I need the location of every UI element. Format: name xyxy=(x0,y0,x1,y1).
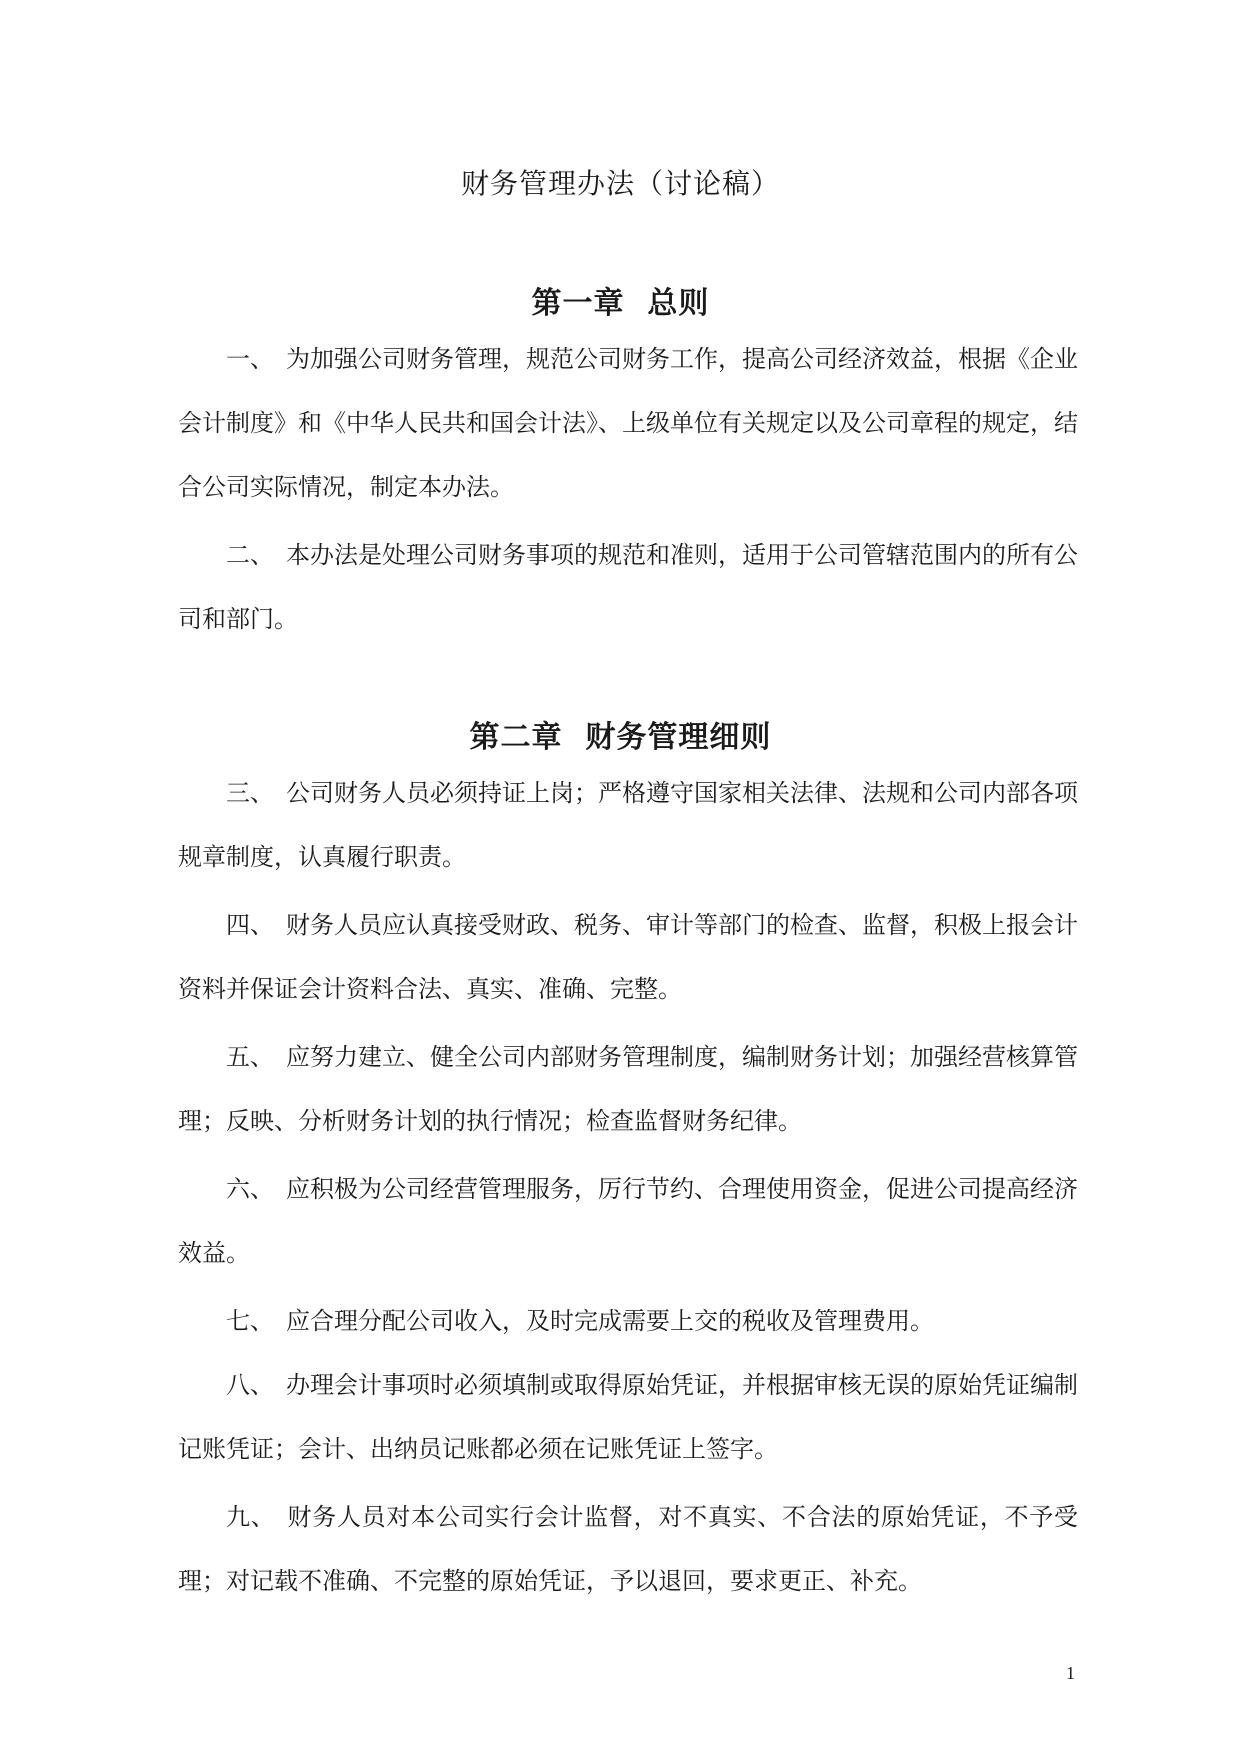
article-number: 六、 xyxy=(226,1175,274,1203)
article-6 xyxy=(178,1157,1078,1285)
page-number: 1 xyxy=(1066,1663,1075,1683)
article-8 xyxy=(178,1353,1078,1481)
article-text: 财务人员对本公司实行会计监督，对不真实、不合法的原始凭证，不予受理；对记载不准确、不完整的原始凭证，予以退回，要求更正、补充。 xyxy=(178,1503,1079,1595)
article-number: 九、 xyxy=(226,1503,276,1531)
article-1 xyxy=(178,327,1078,519)
article-text: 公司财务人员必须持证上岗；严格遵守国家相关法律、法规和公司内部各项规章制度，认真履行职责。 xyxy=(178,779,1078,871)
article-text: 应努力建立、健全公司内部财务管理制度，编制财务计划；加强经营核算管理；反映、分析财务计划的执行情况；检查监督财务纪律。 xyxy=(178,1043,1078,1135)
document-title: 财务管理办法（讨论稿） xyxy=(460,167,780,200)
article-number: 一、 xyxy=(226,345,274,373)
article-text: 应合理分配公司收入，及时完成需要上交的税收及管理费用。 xyxy=(286,1307,934,1335)
article-text: 财务人员应认真接受财政、税务、审计等部门的检查、监督，积极上报会计资料并保证会计资料合法、真实、准确、完整。 xyxy=(178,911,1078,1003)
article-5 xyxy=(178,1025,1078,1153)
article-number: 三、 xyxy=(226,779,274,807)
article-4 xyxy=(178,893,1078,1021)
chapter-heading-2: 第二章 财务管理细则 xyxy=(469,720,772,755)
article-7 xyxy=(178,1289,1078,1353)
article-number: 七、 xyxy=(226,1307,274,1335)
article-2 xyxy=(178,523,1078,651)
article-number: 五、 xyxy=(226,1043,274,1071)
article-text: 应积极为公司经营管理服务，厉行节约、合理使用资金，促进公司提高经济效益。 xyxy=(178,1175,1078,1267)
article-text: 本办法是处理公司财务事项的规范和准则，适用于公司管辖范围内的所有公司和部门。 xyxy=(178,541,1078,633)
article-number: 八、 xyxy=(226,1371,274,1399)
article-3 xyxy=(178,761,1078,889)
article-text: 办理会计事项时必须填制或取得原始凭证，并根据审核无误的原始凭证编制记账凭证；会计、出纳员记账都必须在记账凭证上签字。 xyxy=(178,1371,1078,1463)
article-number: 四、 xyxy=(226,911,274,939)
article-number: 二、 xyxy=(226,541,274,569)
article-9 xyxy=(178,1485,1078,1613)
article-text: 为加强公司财务管理，规范公司财务工作，提高公司经济效益，根据《企业会计制度》和《中华人民共和国会计法》、上级单位有关规定以及公司章程的规定，结合公司实际情况，制定本办法。 xyxy=(178,345,1078,501)
chapter-heading-1: 第一章 总则 xyxy=(531,286,710,321)
